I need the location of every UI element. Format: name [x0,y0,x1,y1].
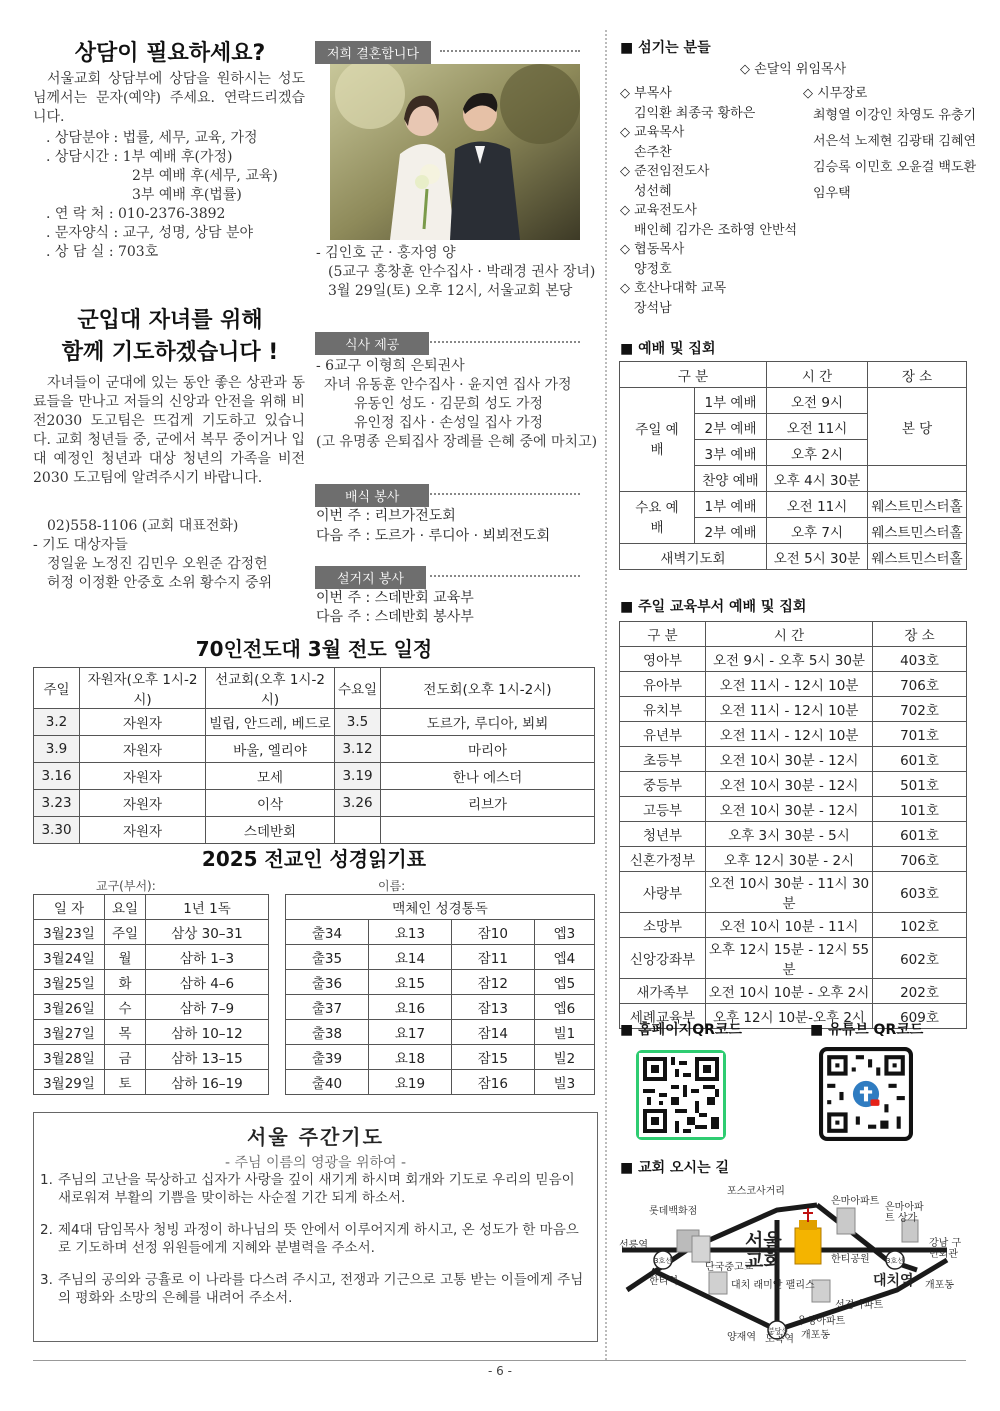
evangelism-header: 자원자(오후 1시-2시) [80,668,206,709]
meal-info [316,357,601,452]
bible-name-label: 이름: [378,879,406,893]
delivery-tag: 배식 봉사 [315,484,429,507]
table-cell: 빌2 [534,1045,594,1070]
education-table [619,621,967,1029]
counsel-field: . 상담분야 : 법률, 세무, 교육, 가정 [46,130,258,146]
table-cell: 오전 10시 30분 - 12시 [706,772,873,797]
table-cell: 신혼가정부 [620,847,706,872]
table-row [34,817,595,844]
wedding-info [316,244,601,301]
map-label-hanti-park: 한티공원 [831,1254,870,1265]
table-row [620,872,967,913]
table-cell: 엡5 [534,970,594,995]
table-cell: 요16 [368,995,451,1020]
table-row [286,970,595,995]
military-body: 자녀들이 군대에 있는 동안 좋은 상관과 동료들을 만나고 저들의 신앙과 안전을 위해 비전2030 도고팀은 뜨겁게 기도하고 있습니다. 교회 청년들 중, 군에서 복무 중이거나 입대 예정인 청년과 대상 청년의 가족을 비전2030 도고팀에 알려주시기 바랍니다. [33,375,305,486]
counsel-title: 상담이 필요하세요? [74,41,266,66]
table-cell: 맥체인 성경통독 [286,895,595,920]
table-cell: 501호 [873,772,967,797]
military-title: 군입대 자녀를 위해 함께 기도하겠습니다 ! [61,308,279,365]
table-cell: 오전 11시 - 12시 10분 [706,722,873,747]
table-cell: 오전 11시 [767,492,868,518]
table-cell: 요19 [368,1070,451,1095]
home-qr-title: ■ 홈페이지QR코드 [620,1022,742,1038]
meal-tag: 식사 제공 [315,332,429,355]
table-cell: 102호 [873,913,967,938]
map-label-seongyeong: 선경아파트 [835,1300,884,1311]
education-title: ■ 주일 교육부서 예배 및 집회 [620,599,807,615]
bible-table-mccheyne [285,894,595,1095]
table-cell: 본 당 [868,388,967,466]
footer-divider [33,1360,966,1361]
table-cell: 오후 3시 30분 - 5시 [706,822,873,847]
servants-left: ◇ 부목사 김익환 최종국 황하은 ◇ 교육목사 손주찬 ◇ 준전임전도사 성선혜 ◇ 교육전도사 배인혜 김가은 조하영 안반석 ◇ 협동목사 양정호 ◇ 호산나대학 교목 장석남 [620,86,798,316]
table-cell: 잠14 [451,1020,534,1045]
table-cell: 삼하 7–9 [146,995,269,1020]
table-cell: 유년부 [620,722,706,747]
table-cell: 오전 10시 30분 - 12시 [706,747,873,772]
table-cell: 빌립, 안드레, 베드로 [206,709,335,736]
table-cell: 101호 [873,797,967,822]
evangelism-table [33,667,595,844]
list-item: 1. 주님의 고난을 묵상하고 십자가 사랑을 깊이 새기게 하시며 회개와 기도로 우리의 믿음이 새로워져 부활의 기쁨을 맞이하는 사순절 기간 되게 하소서. [40,1172,575,1206]
table-cell: 화 [105,970,146,995]
table-cell: 새벽기도회 [620,544,767,570]
meal-line: 자녀 유동훈 안수집사 · 윤지연 집사 가정 [324,377,572,393]
table-cell: 오후 12시 30분 - 2시 [706,847,873,872]
table-cell: 3월26일 [34,995,105,1020]
table-cell: 바울, 엘리야 [206,736,335,763]
evangelism-header: 전도회(오후 1시-2시) [381,668,595,709]
table-cell: 잠12 [451,970,534,995]
wedding-line: 3월 29일(토) 오후 12시, 서울교회 본당 [328,283,573,299]
table-cell: 웨스트민스터홀 [868,544,967,570]
military-phone: 02)558-1106 (교회 대표전화) [47,518,239,534]
table-cell: 609호 [873,1004,967,1029]
table-cell: 잠15 [451,1045,534,1070]
table-cell: 요18 [368,1045,451,1070]
youtube-qr-title: ■ 유튜브 QR코드 [810,1022,924,1038]
table-cell: 오전 9시 [767,388,868,414]
table-cell: 1부 예배 [695,492,767,518]
table-cell: 도르가, 루디아, 뵈뵈 [381,709,595,736]
wedding-tag: 저희 결혼합니다 [315,41,431,64]
table-cell: 자원자 [80,763,206,790]
table-cell: 주일 예배 [620,388,695,492]
table-row [620,913,967,938]
table-cell: 자원자 [80,709,206,736]
table-cell: 3월25일 [34,970,105,995]
table-cell: 601호 [873,747,967,772]
table-row [620,647,967,672]
table-cell: 오전 10시 30분 - 11시 30분 [706,872,873,913]
table-cell: 3.5 [335,709,381,736]
table-row [620,938,967,979]
table-cell: 출38 [286,1020,369,1045]
counsel-field: 2부 예배 후(세무, 교육) [132,168,278,184]
table-cell: 삼하 1–3 [146,945,269,970]
table-cell: 토 [105,1070,146,1095]
table-cell: 수요 예배 [620,492,695,544]
table-cell: 이삭 [206,790,335,817]
table-cell: 1년 1독 [146,895,269,920]
table-cell: 오전 10시 10분 - 11시 [706,913,873,938]
servants-right: ◇ 시무장로 최형열 이강인 차영도 유충기 서은석 노제현 김광태 김혜연 김승록 이민호 오윤걸 백도환 임우택 [803,86,977,201]
table-cell: 706호 [873,847,967,872]
map-label-posco: 포스코사거리 [727,1186,785,1197]
table-row [34,763,595,790]
table-row [620,822,967,847]
table-cell: 702호 [873,697,967,722]
table-cell: 3.16 [34,763,80,790]
map-title: ■ 교회 오시는 길 [620,1160,729,1176]
table-row [34,1045,269,1070]
map-label-eunma: 은마아파트 [831,1196,880,1207]
table-cell: 신앙강좌부 [620,938,706,979]
table-cell: 유치부 [620,697,706,722]
counsel-intro: 서울교회 상담부에 상담을 원하시는 성도님께서는 문자(예약) 주세요. 연락드리겠습니다. [33,71,305,125]
table-cell: 금 [105,1045,146,1070]
table-row [286,920,595,945]
map-label-line3: 3호선 [886,1257,904,1265]
table-cell: 찬양 예배 [695,466,767,492]
servants-title: ■ 섬기는 분들 [620,40,711,56]
map-label-daechi-raemian: 대치 래미안 팰리스 [731,1280,815,1291]
table-cell: 엡3 [534,920,594,945]
table-cell: 월 [105,945,146,970]
table-cell: 3월24일 [34,945,105,970]
table-cell: 오후 12시 10분-오후 2시 [706,1004,873,1029]
table-cell: 자원자 [80,790,206,817]
table-row [620,672,967,697]
evangelism-header: 선교회(오후 1시-2시) [206,668,335,709]
list-item: 3. 주님의 공의와 긍휼로 이 나라를 다스려 주시고, 전쟁과 기근으로 고통 받는 이들에게 주님의 평화와 소망의 은혜를 내려어 주소서. [40,1272,584,1306]
table-cell: 202호 [873,979,967,1004]
evangelism-header: 주일 [34,668,80,709]
map-label-church: 교회 [745,1250,782,1272]
home-qr-code[interactable] [636,1050,726,1140]
counsel-field: . 연 락 처 : 010-2376-3892 [46,206,226,222]
table-row [620,797,967,822]
table-cell: 장 소 [868,362,967,388]
prayer-title: 서울 주간기도 [247,1125,384,1149]
table-cell: 3.23 [34,790,80,817]
table-cell: 한나 에스더 [381,763,595,790]
table-row [620,747,967,772]
table-cell: 시 간 [706,622,873,647]
map-label-line3: 3호선 [654,1257,672,1265]
table-cell: 602호 [873,938,967,979]
table-cell: 요13 [368,920,451,945]
table-cell: 3.19 [335,763,381,790]
table-cell: 장 소 [873,622,967,647]
map-label-bundang: 분당선 [768,1327,789,1335]
dishes-this: 이번 주 : 스데반회 교육부 [316,590,474,606]
table-cell: 삼하 13–15 [146,1045,269,1070]
table-cell: 리브가 [381,790,595,817]
table-cell: 빌1 [534,1020,594,1045]
table-cell: 오후 7시 [767,518,868,544]
bible-dept-label: 교구(부서): [96,879,156,893]
table-cell: 2부 예배 [695,518,767,544]
table-cell: 3.9 [34,736,80,763]
table-cell: 자원자 [80,817,206,844]
map-label-eunma-mall: 은마아파트 상가 [885,1202,924,1224]
table-cell: 403호 [873,647,967,672]
table-cell: 3월23일 [34,920,105,945]
table-cell: 오전 11시 - 12시 10분 [706,697,873,722]
table-row [620,388,967,414]
table-cell [381,817,595,844]
list-item: 2. 제4대 담임목사 청빙 과정이 하나님의 뜻 안에서 이루어지게 하시고, 온 성도가 한 마음으로 기도하며 선정 위원들에게 지혜와 분별력을 주소서. [40,1222,579,1256]
table-cell: 마리아 [381,736,595,763]
table-row [34,970,269,995]
evangelism-header: 수요일 [335,668,381,709]
map-label-church: 서울 [745,1230,782,1252]
table-cell: 3.2 [34,709,80,736]
table-cell: 603호 [873,872,967,913]
table-row [34,1070,269,1095]
table-cell: 잠16 [451,1070,534,1095]
table-row [286,1045,595,1070]
wedding-photo [330,64,580,240]
meal-line: - 6교구 이형희 은퇴권사 [316,358,465,374]
table-cell: 주일 [105,920,146,945]
map-label-dankook: 단국중고교 [705,1262,754,1273]
table-row [620,722,967,747]
table-cell: 출35 [286,945,369,970]
church-map [617,1180,972,1360]
table-cell: 1부 예배 [695,388,767,414]
table-cell: 2부 예배 [695,414,767,440]
dishes-info [316,589,474,627]
map-label-dogok: 도곡역 [765,1334,794,1345]
bible-title: 2025 전교인 성경읽기표 [201,847,427,871]
table-cell: 사랑부 [620,872,706,913]
map-label-hanti: 한티역 [649,1276,678,1287]
wedding-line: (5교구 홍창훈 안수집사 · 박래경 권사 장녀) [328,264,596,280]
counsel-field: . 문자양식 : 교구, 성명, 상담 분야 [46,225,254,241]
table-row [620,772,967,797]
table-cell: 유아부 [620,672,706,697]
table-cell: 엡4 [534,945,594,970]
senior-pastor: ◇ 손달익 위임목사 [740,62,847,77]
table-row [34,736,595,763]
counsel-field: 3부 예배 후(법률) [132,187,242,203]
table-row [620,847,967,872]
table-cell: 3.30 [34,817,80,844]
prayer-box [33,1112,598,1342]
page-number: - 6 - [488,1364,512,1378]
table-row [34,790,595,817]
column-divider [605,30,607,1360]
table-cell: 3.12 [335,736,381,763]
table-cell: 스데반회 [206,817,335,844]
table-cell: 출40 [286,1070,369,1095]
table-cell: 오전 11시 [767,414,868,440]
table-row [286,995,595,1020]
delivery-this: 이번 주 : 리브가전도회 [316,508,456,524]
military-names: 정일윤 노정진 김민우 오원준 감정헌 [47,556,268,572]
table-cell: 701호 [873,722,967,747]
delivery-next: 다음 주 : 도르가 · 루디아 · 뵈뵈전도회 [316,528,551,544]
table-cell: 잠10 [451,920,534,945]
table-cell: 오후 2시 [767,440,868,466]
military-list-head: - 기도 대상자들 [33,537,128,553]
counsel-lines [46,129,306,262]
map-label-lotte: 롯데백화점 [649,1206,698,1217]
table-cell: 목 [105,1020,146,1045]
table-cell: 출36 [286,970,369,995]
table-cell: 출37 [286,995,369,1020]
dishes-tag: 설거지 봉사 [315,566,426,589]
table-row [620,492,967,518]
table-row [286,1070,595,1095]
map-label-daechi: 대치역 [873,1273,914,1289]
table-cell: 소망부 [620,913,706,938]
counsel-field: . 상 담 실 : 703호 [46,244,159,260]
table-cell: 잠11 [451,945,534,970]
worship-title: ■ 예배 및 집회 [620,341,716,357]
military-names: 허정 이정환 안중호 소위 황수지 중위 [47,575,273,591]
table-cell: 출34 [286,920,369,945]
table-cell: 웨스트민스터홀 [868,518,967,544]
table-cell: 요일 [105,895,146,920]
table-cell: 수 [105,995,146,1020]
delivery-info [316,506,550,546]
prayer-list [40,1171,590,1307]
table-cell: 삼하 10–12 [146,1020,269,1045]
table-cell: 구 분 [620,622,706,647]
table-cell: 요14 [368,945,451,970]
map-label-gaepo2: 개포동 [801,1330,830,1341]
table-cell: 오전 10시 10분 - 오후 2시 [706,979,873,1004]
table-row [34,1020,269,1045]
table-row [620,697,967,722]
table-cell: 세례교육부 [620,1004,706,1029]
table-cell: 일 자 [34,895,105,920]
table-cell: 엡6 [534,995,594,1020]
table-cell: 요15 [368,970,451,995]
table-cell: 오후 4시 30분 [767,466,868,492]
table-cell: 자원자 [80,736,206,763]
table-cell: 오후 12시 15분 - 12시 55분 [706,938,873,979]
table-cell: 오전 10시 30분 - 12시 [706,797,873,822]
table-cell: 삼하 4–6 [146,970,269,995]
table-row [286,945,595,970]
table-cell: 3월28일 [34,1045,105,1070]
map-label-yangjae: 양재역 [727,1332,756,1343]
bible-table-1year [33,894,269,1095]
table-cell: 모세 [206,763,335,790]
table-cell: 시 간 [767,362,868,388]
table-cell: 3.26 [335,790,381,817]
table-cell: 오전 9시 - 오후 5시 30분 [706,647,873,672]
worship-table [619,361,967,570]
table-cell: 요17 [368,1020,451,1045]
table-cell: 오전 5시 30분 [767,544,868,570]
table-row [286,1020,595,1045]
table-cell: 오전 11시 - 12시 10분 [706,672,873,697]
table-cell: 영아부 [620,647,706,672]
table-cell [868,466,967,492]
table-row [620,544,967,570]
table-cell: 잠13 [451,995,534,1020]
youtube-qr-code[interactable] [819,1047,913,1141]
dishes-next: 다음 주 : 스데반회 봉사부 [316,609,474,625]
table-cell: 706호 [873,672,967,697]
table-row [34,995,269,1020]
wedding-line: - 김인호 군 · 홍자영 양 [316,245,456,261]
meal-line: 유동인 성도 · 김문희 성도 가정 [354,396,543,412]
map-label-gaepo: 개포동 [925,1280,954,1291]
table-cell: 중등부 [620,772,706,797]
table-cell: 3월29일 [34,1070,105,1095]
table-cell: 출39 [286,1045,369,1070]
map-label-seolleung: 선릉역 [619,1240,648,1251]
table-cell: 삼상 30–31 [146,920,269,945]
table-cell [335,817,381,844]
counsel-field: . 상담시간 : 1부 예배 후(가정) [46,149,233,165]
table-row [34,920,269,945]
table-cell: 빌3 [534,1070,594,1095]
table-cell: 청년부 [620,822,706,847]
map-label-gangnam: 강남 구민회관 [929,1238,962,1260]
table-cell: 초등부 [620,747,706,772]
meal-line: (고 유명종 은퇴집사 장례를 은혜 중에 마치고) [316,434,598,450]
table-row [34,945,269,970]
table-cell: 3월27일 [34,1020,105,1045]
table-cell: 고등부 [620,797,706,822]
table-cell: 웨스트민스터홀 [868,492,967,518]
table-cell: 601호 [873,822,967,847]
prayer-subtitle: - 주님 이름의 영광을 위하여 - [224,1155,407,1171]
evangelism-title: 70인전도대 3월 전도 일정 [195,637,433,661]
table-cell: 구 분 [620,362,767,388]
map-label-woosung: 우성아파트 [797,1316,846,1327]
table-cell: 3부 예배 [695,440,767,466]
table-row [620,979,967,1004]
table-cell: 삼하 16–19 [146,1070,269,1095]
table-row [34,709,595,736]
table-cell: 새가족부 [620,979,706,1004]
meal-line: 유인정 집사 · 손성일 집사 가정 [354,415,543,431]
military-list [33,517,305,593]
